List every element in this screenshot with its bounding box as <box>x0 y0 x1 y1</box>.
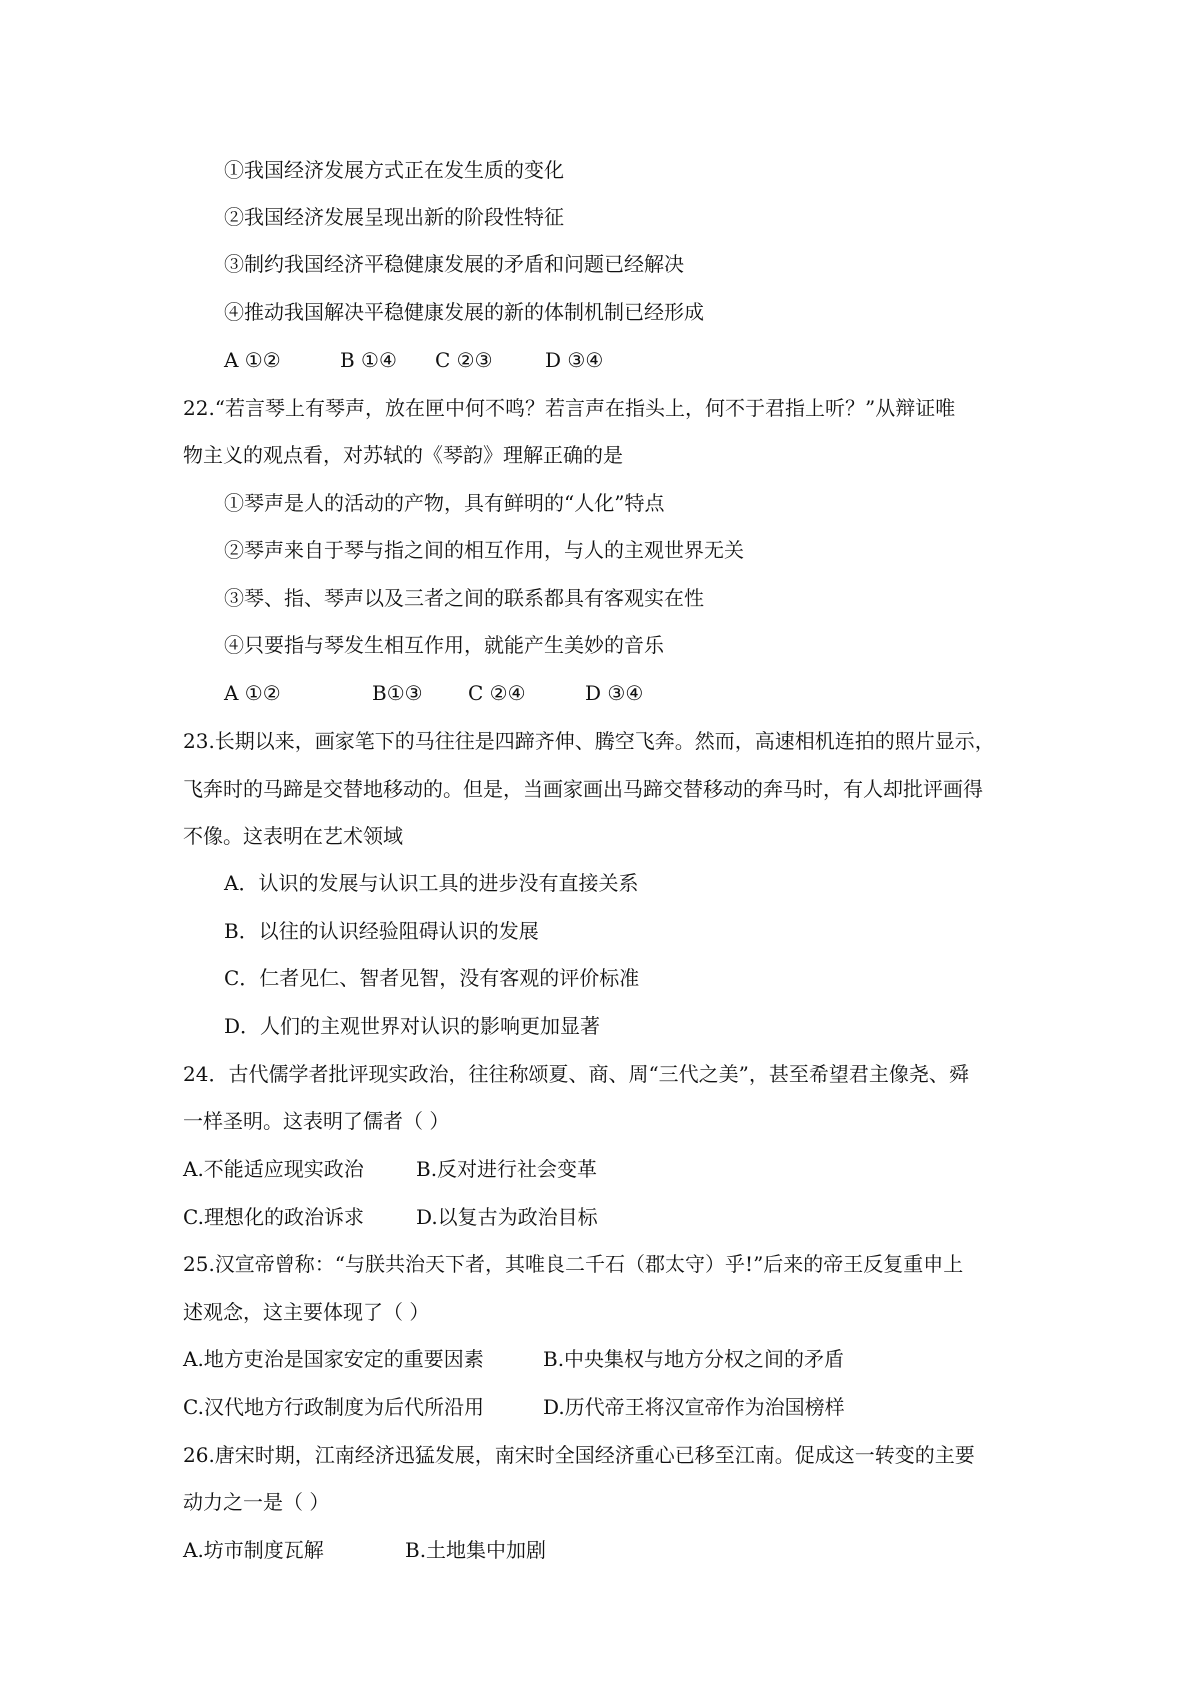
q24-stem-line-1: 24．古代儒学者批评现实政治，往往称颂夏、商、周“三代之美”，甚至希望君主像尧、舜 <box>183 1062 969 1086</box>
q21-answer-a: A ①② <box>224 348 281 372</box>
q23-option-c: C．仁者见仁、智者见智，没有客观的评价标准 <box>224 966 640 990</box>
q24-option-d: D.以复古为政治目标 <box>416 1205 598 1229</box>
q22-stem-line-1: 22.“若言琴上有琴声，放在匣中何不鸣？若言声在指头上，何不于君指上听？”从辩证唯 <box>183 396 956 420</box>
q24-option-a: A.不能适应现实政治 <box>183 1157 364 1181</box>
q22-answer-a: A ①② <box>224 681 281 705</box>
q21-option-4: ④推动我国解决平稳健康发展的新的体制机制已经形成 <box>224 300 704 324</box>
q21-option-3: ③制约我国经济平稳健康发展的矛盾和问题已经解决 <box>224 252 684 276</box>
q23-option-b: B．以往的认识经验阻碍认识的发展 <box>224 919 539 943</box>
q22-stem-line-2: 物主义的观点看，对苏轼的《琴韵》理解正确的是 <box>183 443 623 467</box>
q25-stem-line-1: 25.汉宣帝曾称：“与朕共治天下者，其唯良二千石（郡太守）乎!”后来的帝王反复重申上 <box>183 1252 964 1276</box>
q25-option-a: A.地方吏治是国家安定的重要因素 <box>183 1347 484 1371</box>
q22-answer-c: C ②④ <box>468 681 526 705</box>
q22-option-3: ③琴、指、琴声以及三者之间的联系都具有客观实在性 <box>224 586 704 610</box>
q23-stem-line-1: 23.长期以来，画家笔下的马往往是四蹄齐伸、腾空飞奔。然而，高速相机连拍的照片显示， <box>183 729 995 753</box>
q22-answer-b: B①③ <box>372 681 423 705</box>
q22-option-2: ②琴声来自于琴与指之间的相互作用，与人的主观世界无关 <box>224 538 744 562</box>
q23-stem-line-2: 飞奔时的马蹄是交替地移动的。但是，当画家画出马蹄交替移动的奔马时，有人却批评画得 <box>183 777 983 801</box>
q21-answer-c: C ②③ <box>435 348 493 372</box>
q22-answer-d: D ③④ <box>585 681 644 705</box>
q23-stem-line-3: 不像。这表明在艺术领域 <box>183 824 403 848</box>
q24-option-b: B.反对进行社会变革 <box>416 1157 598 1181</box>
q22-option-1: ①琴声是人的活动的产物，具有鲜明的“人化”特点 <box>224 491 665 515</box>
q26-stem-line-1: 26.唐宋时期，江南经济迅猛发展，南宋时全国经济重心已移至江南。促成这一转变的主要 <box>183 1443 975 1467</box>
q23-option-a: A．认识的发展与认识工具的进步没有直接关系 <box>224 871 639 895</box>
q23-option-d: D．人们的主观世界对认识的影响更加显著 <box>224 1014 601 1038</box>
q24-stem-line-2: 一样圣明。这表明了儒者（ ） <box>183 1109 450 1133</box>
q25-option-b: B.中央集权与地方分权之间的矛盾 <box>543 1347 845 1371</box>
q25-option-d: D.历代帝王将汉宣帝作为治国榜样 <box>543 1395 845 1419</box>
q22-option-4: ④只要指与琴发生相互作用，就能产生美妙的音乐 <box>224 633 664 657</box>
q25-option-c: C.汉代地方行政制度为后代所沿用 <box>183 1395 484 1419</box>
q26-option-b: B.土地集中加剧 <box>405 1538 547 1562</box>
q24-option-c: C.理想化的政治诉求 <box>183 1205 364 1229</box>
q21-answer-d: D ③④ <box>545 348 604 372</box>
q25-stem-line-2: 述观念，这主要体现了（ ） <box>183 1300 430 1324</box>
q21-answer-b: B ①④ <box>340 348 397 372</box>
q21-option-1: ①我国经济发展方式正在发生质的变化 <box>224 158 564 182</box>
q21-option-2: ②我国经济发展呈现出新的阶段性特征 <box>224 205 564 229</box>
q26-stem-line-2: 动力之一是（ ） <box>183 1490 330 1514</box>
q26-option-a: A.坊市制度瓦解 <box>183 1538 324 1562</box>
